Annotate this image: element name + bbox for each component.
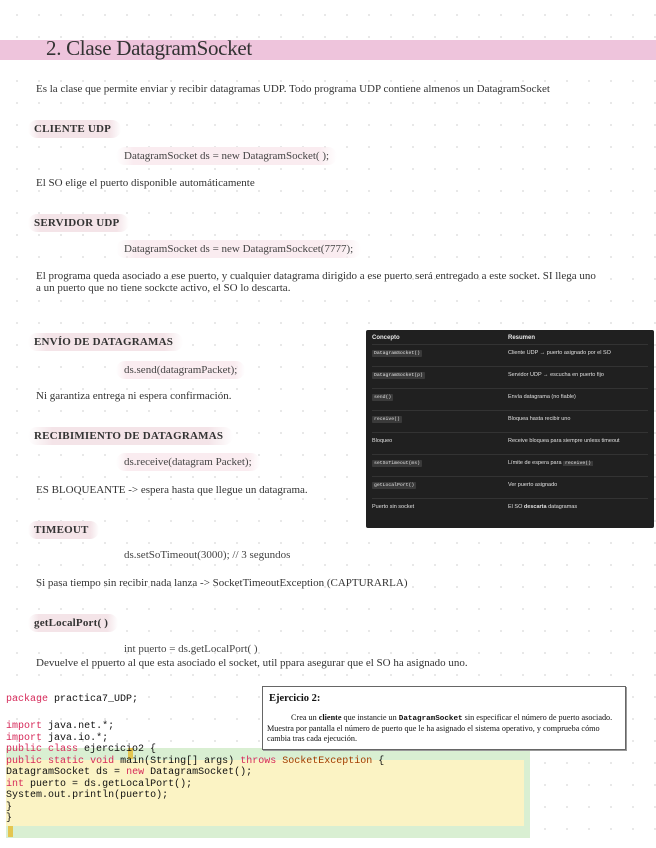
heading-cliente-udp: CLIENTE UDP — [28, 120, 121, 138]
table-cell-resumen: Receive bloquea para siempre unless timeout — [508, 438, 620, 444]
table-cell-concepto: receive() — [374, 417, 400, 422]
table-cell-concepto: send() — [374, 395, 392, 400]
table-header-concepto: Concepto — [372, 335, 400, 341]
exercise-bold-cliente: cliente — [318, 713, 342, 722]
table-cell-resumen: Servidor UDP → escucha en puerto fijo — [508, 372, 604, 378]
note-cliente: El SO elige el puerto disponible automáticamente — [36, 177, 255, 189]
code-getlocalport: int puerto = ds.getLocalPort( ) — [124, 643, 258, 655]
exercise-title: Ejercicio 2: — [269, 693, 321, 704]
code-servidor: DatagramSocket ds = new DatagramSockcet(7777); — [116, 240, 361, 258]
code-line: import java.net.*; — [6, 721, 115, 732]
table-row-divider — [372, 344, 648, 345]
intro-paragraph: Es la clase que permite enviar y recibir datagramas UDP. Todo programa UDP contiene almenos un DatagramSocket — [36, 83, 550, 95]
table-cell-resumen: El SO descarta datagramas — [508, 504, 578, 510]
table-cell-concepto: Puerto sin socket — [372, 504, 415, 510]
code-timeout: ds.setSoTimeout(3000); // 3 segundos — [124, 549, 291, 561]
note-servidor: El programa queda asociado a ese puerto, y cualquier datagrama dirigido a ese puerto será entregado a este socket. SI llega uno a un puerto que no tiene sockcte activo, el SO lo descarta. — [36, 270, 596, 294]
section-title: 2. Clase DatagramSocket — [46, 36, 252, 60]
heading-servidor-udp: SERVIDOR UDP — [28, 214, 129, 232]
code-line: } — [6, 813, 13, 824]
note-recibimiento: ES BLOQUEANTE -> espera hasta que llegue un datagrama. — [36, 484, 308, 496]
code-cliente: DatagramSocket ds = new DatagramSocket( ); — [116, 147, 337, 165]
note-envio: Ni garantiza entrega ni espera confirmación. — [36, 390, 232, 402]
table-cell-concepto: DatagramSocket(p) — [374, 373, 423, 378]
table-cell-resumen: Cliente UDP → puerto asignado por el SO — [508, 350, 611, 356]
code-recibimiento: ds.receive(datagram Packet); — [116, 453, 260, 471]
table-cell-resumen: Bloquea hasta recibir uno — [508, 416, 571, 422]
table-row-divider — [372, 476, 648, 477]
heading-recibimiento: RECIBIMIENTO DE DATAGRAMAS — [28, 427, 233, 445]
code-line: int puerto = ds.getLocalPort(); — [6, 778, 193, 790]
note-getlocalport: Devuelve el ppuerto al que esta asociado el socket, util ppara asegurar que el SO ha asignado uno. — [36, 657, 468, 669]
heading-getlocalport: getLocalPort( ) — [28, 614, 118, 632]
code-envio: ds.send(datagramPacket); — [116, 361, 245, 379]
table-row — [366, 410, 654, 432]
table-cell-resumen: Límite de espera para receive() — [508, 460, 591, 466]
table-header-resumen: Resumen — [508, 335, 536, 341]
table-row — [366, 366, 654, 388]
table-row — [366, 344, 654, 366]
table-row-divider — [372, 432, 648, 433]
table-row — [366, 432, 654, 454]
code-line: DatagramSocket ds = new DatagramSocket(); — [6, 767, 253, 778]
heading-timeout: TIMEOUT — [28, 521, 99, 539]
table-row-divider — [372, 366, 648, 367]
bracket-highlight — [8, 826, 13, 837]
table-cell-concepto: getLocalPort() — [374, 483, 415, 488]
table-cell-concepto: Bloqueo — [372, 438, 393, 444]
table-cell-concepto: DatagramSocket() — [374, 351, 421, 356]
summary-table — [366, 330, 654, 528]
table-row-divider — [372, 454, 648, 455]
note-timeout: Si pasa tiempo sin recibir nada lanza -> SocketTimeoutException (CAPTURARLA) — [36, 577, 408, 589]
code-line: public static void main(String[] args) throws SocketException { — [6, 755, 385, 767]
heading-envio: ENVÍO DE DATAGRAMAS — [28, 333, 183, 351]
table-row — [366, 476, 654, 498]
table-cell-resumen: Envía datagrama (no fiable) — [508, 394, 576, 400]
table-cell-resumen: Ver puerto asignado — [508, 482, 558, 488]
table-cell-concepto: setSoTimeout(ms) — [374, 461, 421, 466]
table-row — [366, 388, 654, 410]
table-row-divider — [372, 498, 648, 499]
exercise-code-datagramsocket: DatagramSocket — [398, 715, 463, 723]
code-line: public class ejercicio2 { — [6, 744, 157, 755]
code-line: System.out.println(puerto); — [6, 790, 169, 801]
table-row-divider — [372, 410, 648, 411]
table-row-divider — [372, 388, 648, 389]
code-line: package practica7_UDP; — [6, 694, 139, 705]
table-row — [366, 498, 654, 520]
table-row — [366, 454, 654, 476]
exercise-text: Crea un cliente que instancie un DatagramSocket sin especificar el número de puerto asociado. Muestra por pantalla el número de puerto que le ha asignado el sistema operativo, y comprueba cómo cambia tras cada ejecución. — [267, 713, 613, 743]
code-line: import java.io.*; — [6, 732, 109, 744]
exercise-box — [262, 686, 626, 750]
code-line: } — [6, 801, 13, 813]
